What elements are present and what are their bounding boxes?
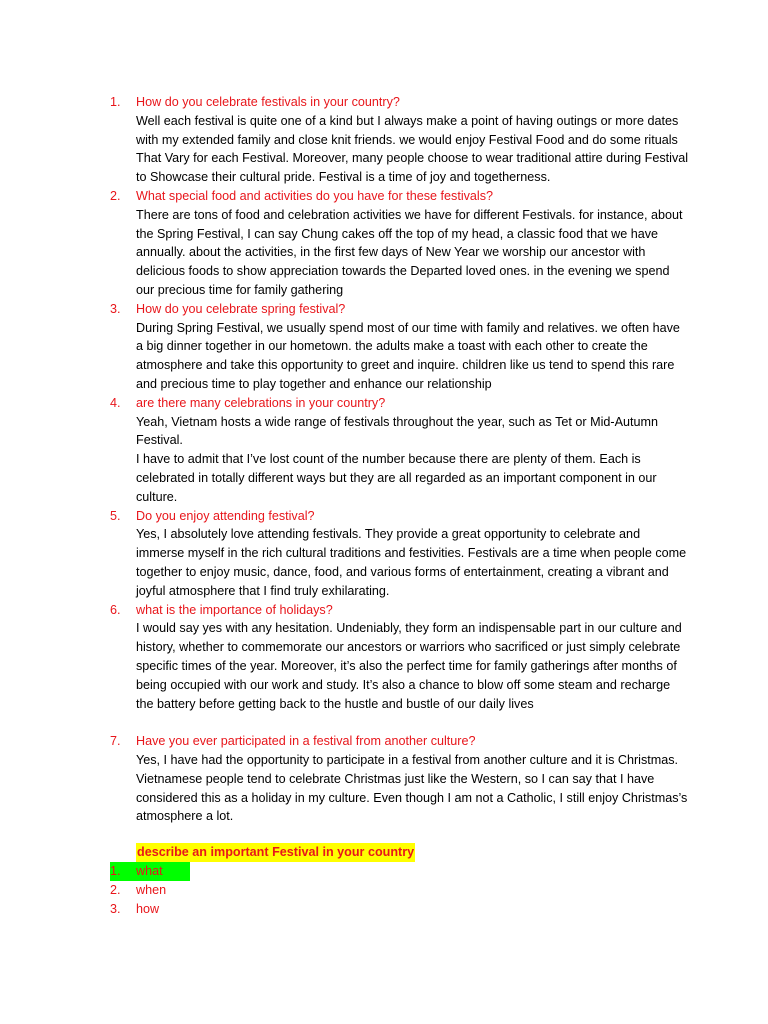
question-text: Do you enjoy attending festival? <box>136 508 315 523</box>
question-text: How do you celebrate spring festival? <box>136 301 346 316</box>
describe-item-how <box>110 900 190 919</box>
describe-item-label: when <box>136 882 167 897</box>
qa-item-3 <box>110 300 690 394</box>
question-text: How do you celebrate festivals in your country? <box>136 95 400 109</box>
answer-text: Well each festival is quite one of a kind but I always make a point of having outings or more dates with my extended family and close knit friends. we would enjoy Festival Food and do some rituals That Vary for each Festival. Moreover, many people choose to wear traditional attire during Festival to Showcase their cultural pride. Festival is a time of joy and togetherness. <box>136 113 689 185</box>
question-text: Have you ever participated in a festival from another culture? <box>136 734 476 749</box>
describe-list <box>110 862 190 918</box>
list-number: 2. <box>110 882 121 897</box>
qa-item-4 <box>110 394 690 507</box>
describe-item-label: what <box>136 864 163 878</box>
answer-text: I would say yes with any hesitation. Undeniably, they form an indispensable part in our culture and history, whether to commemorate our ancestors or warriors who sacrificed or just simply celebrate specific times of the year. Moreover, it’s also the perfect time for family gatherings after months of being occupied with our work and study. It’s also a chance to blow off some steam and recharge the battery before getting back to the hustle and bustle of our daily lives <box>136 621 682 711</box>
list-number: 2. <box>110 188 121 203</box>
list-number: 1. <box>110 864 121 878</box>
describe-heading: describe an important Festival in your country <box>136 843 415 862</box>
list-number: 5. <box>110 508 121 523</box>
question-text: are there many celebrations in your country? <box>136 395 386 410</box>
question-text: what is the importance of holidays? <box>136 602 333 617</box>
answer-text: Yeah, Vietnam hosts a wide range of festivals throughout the year, such as Tet or Mid-Autumn Festival. <box>136 414 659 448</box>
list-number: 7. <box>110 734 121 749</box>
list-number: 3. <box>110 301 121 316</box>
answer-text: There are tons of food and celebration activities we have for different Festivals. for instance, about the Spring Festival, I can say Chung cakes off the top of my head, a classic food that we have annually. about the activities, in the first few days of New Year we worship our ancestor with delicious foods to show appreciation towards the Departed loved ones. in the evening we spend our precious time for family gathering <box>136 207 683 297</box>
describe-item-when <box>110 881 190 900</box>
list-number: 4. <box>110 395 121 410</box>
list-number: 6. <box>110 602 121 617</box>
describe-item-what <box>110 862 190 881</box>
answer-text: Yes, I have had the opportunity to participate in a festival from another culture and it is Christmas. Vietnamese people tend to celebrate Christmas just like the Western, so I can say that I have considered this as a holiday in my culture. Even though I am not a Catholic, I still enjoy Christmas’s atmosphere a lot. <box>136 753 688 824</box>
qa-item-6 <box>110 601 690 714</box>
qa-item-7 <box>110 732 690 826</box>
list-number: 3. <box>110 901 121 916</box>
list-number: 1. <box>110 95 121 109</box>
qa-item-5 <box>110 507 690 601</box>
question-list <box>110 93 690 826</box>
qa-item-1 <box>110 93 690 187</box>
answer-text: Yes, I absolutely love attending festivals. They provide a great opportunity to celebrate and immerse myself in the rich cultural traditions and festivities. Festivals are a time when people come together to enjoy music, dance, food, and various forms of entertainment, creating a vibrant and joyful atmosphere that I find truly exhilarating. <box>136 527 687 598</box>
answer-text: During Spring Festival, we usually spend most of our time with family and relatives. we often have a big dinner together in our hometown. the adults make a toast with each other to create the atmosphere and take this opportunity to greet and inquire. children like us tend to spend this rare and precious time to play together and enhance our relationship <box>136 320 680 391</box>
qa-item-2 <box>110 187 690 300</box>
answer-text: I have to admit that I’ve lost count of the number because there are plenty of them. Each is celebrated in totally different ways but they are all regarded as an important component in our culture. <box>136 452 657 504</box>
question-text: What special food and activities do you have for these festivals? <box>136 188 494 203</box>
describe-item-label: how <box>136 901 160 916</box>
